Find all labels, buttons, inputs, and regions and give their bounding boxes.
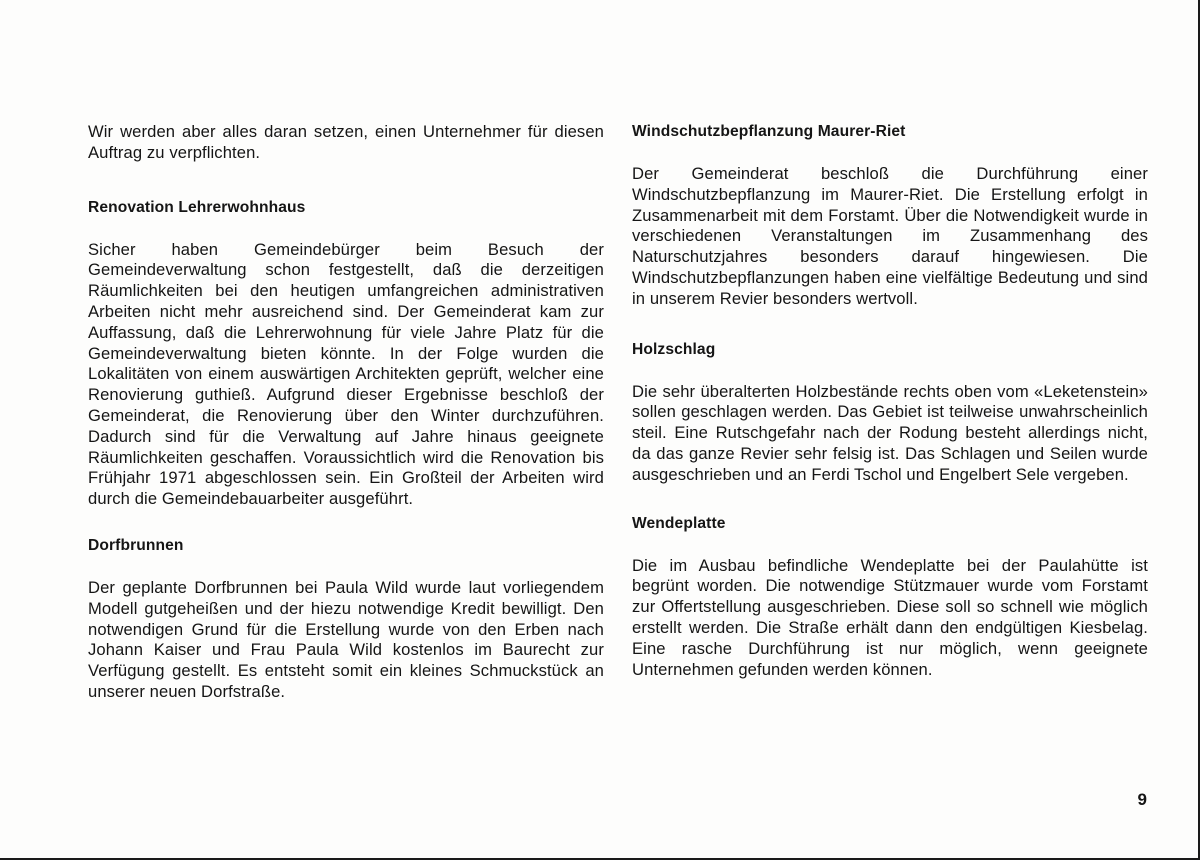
paragraph-wendeplatte: Die im Ausbau befindliche Wendeplatte bei der Paulahütte ist begrünt worden. Die notwendige Stützmauer wurde vom Forstamt zur Offertstellung ausgeschrieben. Diese soll so schnell wie möglich erstellt werden. Die Straße erhält dann den endgültigen Kiesbelag. Eine rasche Durchführung ist nur möglich, wenn geeignete Unternehmen gefunden werden können. [632, 555, 1148, 679]
heading-renovation-lehrerwohnhaus: Renovation Lehrerwohnhaus [88, 198, 306, 216]
heading-holzschlag: Holzschlag [632, 340, 716, 358]
page-number: 9 [1137, 790, 1147, 809]
right-column [632, 122, 1148, 680]
heading-windschutzbepflanzung: Windschutzbepflanzung Maurer-Riet [632, 123, 906, 140]
paragraph-renovation-lehrerwohnhaus: Sicher haben Gemeindebürger beim Besuch der Gemeindeverwaltung schon festgestellt, daß die derzeitigen Räumlichkeiten bei den heutigen umfangreichen administrativen Arbeiten nicht mehr ausreichend sind. Der Gemeinderat kam zur Auffassung, daß die Lehrerwohnung für viele Jahre Platz für die Gemeindeverwaltung bieten könnte. In der Folge wurden die Lokalitäten von einem auswärtigen Architekten geprüft, welcher eine Renovierung guthieß. Aufgrund dieser Ergebnisse beschloß der Gemeinderat, die Renovierung über den Winter durchzuführen. Dadurch sind für die Verwaltung auf Jahre hinaus geeignete Räumlichkeiten geschaffen. Voraussichtlich wird die Renovation bis Frühjahr 1971 abgeschlossen sein. Ein Großteil der Arbeiten wird durch die Gemeindebauarbeiter ausgeführt. [88, 239, 604, 509]
paragraph-dorfbrunnen: Der geplante Dorfbrunnen bei Paula Wild wurde laut vorliegendem Modell gutgeheißen und der hiezu notwendige Kredit bewilligt. Den notwendigen Grund für die Erstellung wurde von den Erben nach Johann Kaiser und Frau Paula Wild kostenlos im Baurecht zur Verfügung gestellt. Es entsteht somit ein kleines Schmuckstück an unserer neuen Dorfstraße. [88, 577, 604, 701]
heading-dorfbrunnen: Dorfbrunnen [88, 536, 184, 554]
left-column [88, 122, 604, 703]
paragraph-windschutzbepflanzung: Der Gemeinderat beschloß die Durchführung einer Windschutzbepflanzung im Maurer-Riet. Die Erstellung erfolgt in Zusammenarbeit mit dem Forstamt. Über die Notwendigkeit wurde in verschiedenen Veranstaltungen im Zusammenhang des Naturschutzjahres besonders darauf hingewiesen. Die Windschutzbepflanzungen haben eine vielfältige Bedeutung und sind in unserem Revier besonders wertvoll. [632, 164, 1148, 308]
paragraph-holzschlag: Die sehr überalterten Holzbestände rechts oben vom «Leketenstein» sollen geschlagen werden. Das Gebiet ist teilweise unwahrscheinlich steil. Eine Rutschgefahr nach der Rodung besteht allerdings nicht, da das ganze Revier sehr felsig ist. Das Schlagen und Seilen wurde ausgeschrieben und an Ferdi Tschol und Engelbert Sele vergeben. [632, 381, 1148, 484]
intro-paragraph: Wir werden aber alles daran setzen, einen Unternehmer für diesen Auftrag zu verpflichten. [88, 122, 604, 162]
heading-wendeplatte: Wendeplatte [632, 514, 726, 532]
